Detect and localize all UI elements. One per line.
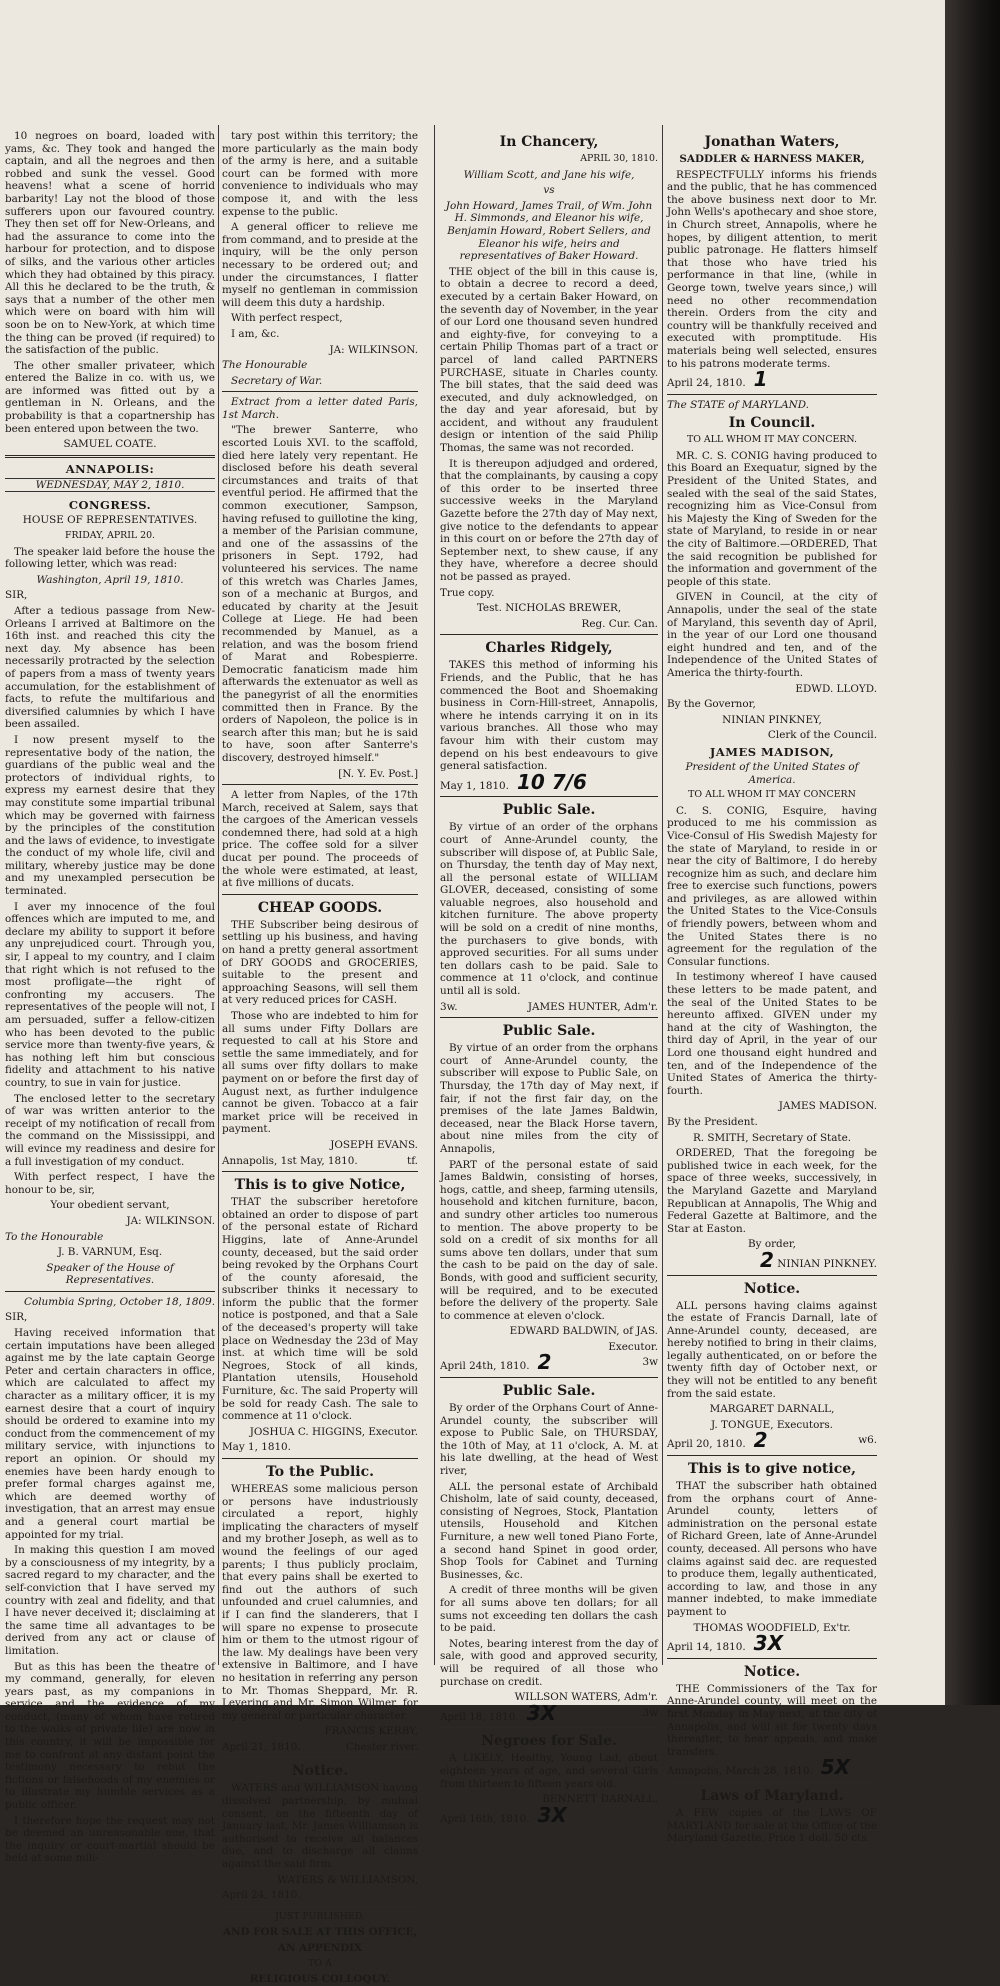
paragraph: C. S. CONIG, Esquire, having produced to me his commission as Vice-Consul of His Swedish Majesty for the state of Maryland, to reside in or near the city of Baltimore, I do hereby recognize him as such, and declare him free to exercise such functions, powers and privileges, as are allowed within the United States to the Vice-Consuls of friendly powers, between whom and the United States there is no agreement for the regulation of the Consular functions. [667,804,877,968]
masthead-place: ANNAPOLIS: [65,461,155,476]
ad-heading: Notice. [743,1663,801,1680]
handwritten-mark: 2 [753,1428,768,1453]
date: April 16th, 1810. [440,1812,530,1825]
date: April 14, 1810. [667,1641,746,1654]
column-rule [434,125,435,1665]
ad-heading: Public Sale. [502,802,596,819]
date: April 21, 1810. [222,1740,301,1753]
date: Annapolis, March 28, 1810. [667,1765,813,1778]
ad-heading: Negroes for Sale. [481,1733,617,1750]
paragraph: THAT the subscriber hath obtained from the orphans court of Anne-Arundel county, letters of administration on the personal estate of Richard Green, late of Anne-Arundel county, deceased. All persons who have claims against said dec. are requested to produce them, legally authenticated, according to law, and those in any manner indebted, to make immediate payment to [667,1480,877,1618]
paragraph: A letter from Naples, of the 17th March, received at Salem, says that the cargoes of the American vessels condemned there, had sold at a high price. The coffee sold for a silver ducat per pound. The proceeds of the whole were estimated, at least, at five millions of ducats. [222,789,418,890]
paragraph: WHEREAS some malicious person or persons have industriously circulated a report, highly implicating the characters of myself and my brother Joseph, as well as to wound the feelings of our aged parents; I thus publicly proclaim, that every pains shall be exerted to find out the authors of such unfounded and cruel calumnies, and if I can find the slanderers, that I will spare no expense to prosecute him or them to the utmost rigour of the law. My dealings have been very extensive in Baltimore, and I have no hesitation in referring any person to Mr. Thomas Sheppard, Mr. R. Levering and Mr. Simon Wilmer, for my general or particular character. [222,1483,418,1722]
divider [222,391,418,392]
paragraph: With perfect respect, I have the honour to be, sir, [5,1171,215,1196]
signature: EDWARD BALDWIN, of JAS. [509,1325,658,1338]
date: April 24th, 1810. [440,1360,530,1373]
paragraph: By virtue of an order of the orphans court of Anne-Arundel county, the subscriber will dispose of, at Public Sale, on Thursday, the tenth day of May next, all the personal estate of WILLIAM GLOVER, deceased, consisting of some valuable negroes, also household and kitchen furniture. The above property will be sold on a credit of nine months, the purchasers to give bonds, with approved securities. For all sums under ten dollars cash to be paid. Sale to commence at 11 o'clock, and continue until all is sold. [440,821,658,998]
column-rule [218,125,219,1665]
code: tf. [407,1154,418,1167]
signature: THOMAS WOODFIELD, Ex'tr. [693,1621,851,1634]
salutation: SIR, [5,1311,28,1324]
handwritten-mark: 1 [753,367,768,392]
notice-line: By order, [748,1238,796,1251]
ad-heading: Notice. [743,1280,801,1297]
paragraph: ALL the personal estate of Archibald Chisholm, late of said county, deceased, consisting of Negroes, Stock, Plantation utensils, Household and Kitchen Furniture, a new well toned Piano Forte, a second hand Spinet in good order, Shop Tools for Cabinet and Turning Businesses, &c. [440,1480,658,1581]
paragraph: A FEW copies of the LAWS OF MARYLAND for sale at the Office of the Maryland Gazette. Price 1 doll. 50 cts. [667,1806,877,1845]
signature: JA: WILKINSON. [126,1214,215,1227]
paragraph: THE Subscriber being desirous of settling up his business, and having on hand a pretty general assortment of DRY GOODS and GROCERIES, suitable to the present and approaching Seasons, will sell them at very reduced prices for CASH. [222,918,418,1007]
signature: NINIAN PINKNEY. [777,1257,877,1270]
signature: JOSHUA C. HIGGINS, Executor. [249,1425,418,1438]
divider [440,796,658,797]
address: Secretary of War. [231,374,323,387]
address: The Honourable [222,359,308,372]
date-line [667,1755,877,1780]
signature: J. TONGUE, [711,1418,774,1431]
source: [N. Y. Ev. Post.] [338,767,418,780]
date-line [440,1350,658,1375]
paragraph: In testimony whereof I have caused these letters to be made patent, and the seal of the United States to be hereunto affixed. GIVEN under my hand at the city of Washington, the third day of April, in the year of our Lord one thousand eight hundred and ten, and of the Independence of the United States of America the thirty-fourth. [667,971,877,1097]
parties: William Scott, and Jane his wife, [463,168,635,181]
signature: JAMES MADISON. [778,1100,877,1113]
divider [440,1377,658,1378]
paragraph: THE Commissioners of the Tax for Anne-Arundel county, will meet on the first Monday in May next, at the city of Annapolis, and will sit for twenty days thereafter, to hear appeals, and make transfers. [667,1682,877,1758]
subheading: FRIDAY, APRIL 20. [64,530,156,542]
paragraph: A LIKELY, Healthy, Young Lad, about eighteen years of age, and several Girls from thirteen to fifteen years old. [440,1752,658,1790]
ad-heading: Jonathan Waters, [704,134,840,150]
divider [667,1782,877,1783]
divider [5,455,215,458]
subheading: JAMES MADISON, [709,744,835,759]
divider [5,1291,215,1292]
handwritten-mark: 3X [753,1631,783,1656]
section-heading: CONGRESS. [68,498,152,513]
signature: EDWD. LLOYD. [795,682,877,695]
paragraph: GIVEN in Council, at the city of Annapolis, under the seal of the state of Maryland, this seventh day of April, in the year of our Lord one thousand eight hundred and ten, and of the Independence of the United States of America the thirty-fourth. [667,591,877,679]
ad-heading: Public Sale. [502,1023,596,1040]
paragraph: The enclosed letter to the secretary of war was written anterior to the receipt of my notification of recall from the command on the Mississippi, and will evince my readiness and desire for a full investigation of my conduct. [5,1092,215,1168]
signature: R. SMITH, Secretary of State. [692,1131,852,1144]
paragraph: But as this has been the theatre of my command, generally, for eleven years past, as my companions in service and the evidence of my conduct, (many of whom have retired to the walks of private life) are now in this country, it will be impossible for me to confront at any distant point the testimony necessary to rebut the fictions or falsehoods of my enemies or to illustrate my humble services as a public officer. [5,1660,215,1812]
code: 3w. [440,1000,458,1013]
paragraph: PART of the personal estate of said James Baldwin, consisting of horses, hogs, cattle, and sheep, farming utensils, household and kitchen furniture, bacon, and sundry other articles too numerous to mention. The above property to be sold on a credit of six months for all sums above ten dollars, under that sum the cash to be paid on the day of sale. Bonds, with good and sufficient security, will be required, and to be executed before the delivery of the property. Sale to commence at eleven o'clock. [440,1158,658,1322]
paragraph: WATERS and WILLIAMSON having dissolved partnership, by mutual consent, on the fifteenth day of January last, Mr. James Williamson is authorised to receive all balances due, and to discharge all claims against the said firm. [222,1782,418,1871]
signature: JOSEPH EVANS. [330,1138,418,1151]
ad-heading: Notice. [291,1763,349,1780]
date-line [667,1428,877,1453]
notice-line: AN APPENDIX [277,1942,363,1954]
issue-date: WEDNESDAY, MAY 2, 1810. [5,478,215,493]
handwritten-mark: 3X [537,1802,567,1827]
handwritten-mark: 10 7/6 [516,769,587,794]
date: Annapolis, 1st May, 1810. [222,1154,358,1167]
extract-heading: Extract from a letter dated Paris, 1st March. [222,396,418,421]
paragraph: ALL persons having claims against the estate of Francis Darnall, late of Anne-Arundel county, deceased, are hereby notified to bring in their claims, legally authenticated, on or before the twenty fifth day of October next, or they will not be entitled to any benefit from the said estate. [667,1299,877,1400]
paragraph: A general officer to relieve me from command, and to preside at the inquiry, will be the only person necessary to be ordered out; and under the circumstances, I flatter myself no gentleman in commission will deem this duty a hardship. [222,221,418,309]
date: May 1, 1810. [222,1441,291,1454]
subheading: HOUSE OF REPRESENTATIVES. [22,514,198,527]
paragraph: The other smaller privateer, which entered the Balize in co. with us, we are informed was fitted out by a gentleman in N. Orleans, and the probability is that a copartnership has been entered upon between the two. [5,359,215,435]
date: April 20, 1810. [667,1438,746,1451]
signature: Reg. Cur. Can. [581,617,658,630]
paragraph: The speaker laid before the house the following letter, which was read: [5,545,215,571]
divider [440,1017,658,1018]
notice-line: By the Governor, [667,698,756,711]
signature [667,1419,877,1432]
signature: BENNETT DARNALL. [542,1793,658,1806]
book-spine [945,0,1000,1705]
code: 3w [642,1356,658,1369]
paragraph: I aver my innocence of the foul offences which are imputed to me, and declare my ability to support it before any unprejudiced court. Through you, sir, I appeal to my country, and I claim that right which is not refused to the most profligate—the right of confronting my accusers. The representatives of the people will not, I am persuaded, suffer a fellow-citizen who has been devoted to the public service more than twenty-five years, & has nothing left him but conscious fidelity and attachment to his native country, to sue in vain for justice. [5,900,215,1089]
ad-heading: Charles Ridgely, [485,640,613,657]
date-line [440,1802,658,1827]
address: To the Honourable [5,1230,104,1243]
paragraph: MR. C. S. CONIG having produced to this Board an Exequatur, signed by the President of the United States, and sealed with the seal of the said States, recognizing him as Vice-Consul from his Majesty the King of Sweden for the state of Maryland, to reside in or near the city of Baltimore.—ORDERED, That the said recognition be published for the information and government of the people of this state. [667,449,877,588]
handwritten-mark: 5X [820,1755,851,1780]
divider [440,634,658,635]
notice-line: RELIGIOUS COLLOQUY. [249,1973,391,1986]
column-2 [222,130,418,1986]
signature: FRANCIS KERBY, [324,1725,418,1738]
paragraph: With perfect respect, [231,312,343,325]
paragraph: THE object of the bill in this cause is, to obtain a decree to record a deed, executed by a certain Baker Howard, on the seventh day of November, in the year of our Lord one thousand seven hundred and eighty-five, for conveying to a certain Philip Thomas part of a tract or parcel of land called PARTNERS PURCHASE, situate in Charles county. The bill states, that the said deed was executed, and duly acknowledged, on the day and year aforesaid, but by accident, and without any fraudulent design or intention of the said Philip Thomas, the same was not recorded. [440,265,658,455]
subheading: The STATE of MARYLAND. [667,398,809,411]
paragraph: After a tedious passage from New-Orleans I arrived at Baltimore on the 16th inst. and reached this city the next day. My absence has been necessarily protracted by the selection of papers from a mass of twenty years accumulation, for the establishment of facts, to refute the multifarious and diversified calumnies by which I have been assailed. [5,605,215,731]
notice-line: JUST PUBLISHED, [275,1910,365,1922]
date-line [222,1155,418,1168]
subheading: TO ALL WHOM IT MAY CONCERN. [686,434,857,446]
handwritten-mark: 3X [526,1700,556,1725]
date-line [440,769,658,794]
paragraph: TAKES this method of informing his Friends, and the Public, that he has commenced the Boot and Shoemaking business in Corn-Hill-street, Annapolis, where he intends carrying it on in its various branches. All those who may favour him with their custom may depend on his best endeavours to give general satisfaction. [440,659,658,773]
ad-heading: To the Public. [266,1464,374,1480]
date-line [667,1247,877,1272]
notice-line: TO A [308,1957,332,1969]
dateline: Columbia Spring, October 18, 1809. [24,1295,215,1308]
signature: Clerk of the Council. [767,729,877,742]
salutation: SIR, [5,589,28,602]
address: J. B. VARNUM, Esq. [57,1246,163,1259]
signature: NINIAN PINKNEY, [722,713,822,726]
ad-heading: This is to give Notice, [234,1177,406,1194]
paragraph: In making this question I am moved by a consciousness of my integrity, by a sacred regard to my character, and the self-conviction that I have served my country with zeal and fidelity, and that I have never deceived it; disclaiming at the same time all advantages to be derived from any act or clause of limitation. [5,1544,215,1657]
address: Speaker of the House of Representatives. [46,1261,174,1287]
paragraph: 10 negroes on board, loaded with yams, &c. They took and hanged the captain, and all the negroes and then robbed and sunk the vessel. Good heavens! what a scene of horrid barbarity! Lay not the blood of those sufferers upon our favoured country. They then set off for New-Orleans, and had the assurance to come into the harbour for protection, and to dispose of silks, and the various other articles which they had obtained by this piracy. All this he declared to be the truth, & says that a number of the other men which were on board with him will soon be on to New-York, at which time the thing can be proved (if required) to the satisfaction of the public. [5,130,215,357]
notice-line: AND FOR SALE AT THIS OFFICE, [222,1926,418,1939]
paragraph: A credit of three months will be given for all sums above ten dollars; for all sums not exceeding ten dollars the cash to be paid. [440,1584,658,1635]
paragraph: Notes, bearing interest from the day of sale, with good and approved security, will be required of all those who purchase on credit. [440,1637,658,1688]
date-line [440,1700,658,1725]
handwritten-mark: 2 [760,1247,774,1272]
signature: WATERS & WILLIAMSON, [277,1873,418,1886]
divider [222,1906,418,1907]
ad-heading: Public Sale. [502,1383,596,1400]
column-1 [5,130,215,1865]
date: April 24, 1810. [667,377,746,390]
divider [222,1458,418,1459]
handwritten-mark: 2 [537,1350,552,1375]
code: 3w [642,1706,658,1719]
column-3 [440,130,658,1827]
parties: John Howard, James Trail, of Wm. John H. Simmonds, and Eleanor his wife, Benjamin Howard, Robert Sellers, and Eleanor his wife, heirs and representatives of Baker Howard. [445,199,653,263]
ad-heading: In Chancery, [499,134,599,150]
subheading: President of the United States of America. [685,760,859,786]
role: Executors. [776,1418,833,1431]
paragraph: ORDERED, That the foregoing be published twice in each week, for the space of three weeks, successively, in the Maryland Gazette and Maryland Republican at Annapolis, The Whig and Federal Gazette at Baltimore, and the Star at Easton. [667,1147,877,1235]
paragraph: "The brewer Santerre, who escorted Louis XVI. to the scaffold, died here lately very repentant. He disclosed before his death several circumstances and traits of that eventful period. He affirmed that the common executioner, Sampson, having refused to guillotine the king, a member of the Parisian commune, and one of the assassins of the prisoners in Sept. 1792, had volunteered his services. The name of this wretch was Charles James, son of a mechanic at Burgos, and educated by charity at the Jesuit College at Liege. He had been recommended by Manuel, as a relation, and was the bosom friend of Marat and Robespierre. Democratic fanaticism made him afterwards the extenuator as well as the panegyrist of all the enormities committed then in France. By the orders of Napoleon, the police is in search after this man; but he is said to have, soon after Santerre's discovery, destroyed himself." [222,424,418,764]
date: April 24, 1810. [222,1889,301,1902]
date-line [667,367,877,392]
column-4 [667,130,877,1845]
code: w6. [858,1434,877,1447]
signature: JAMES HUNTER, Adm'r. [527,1000,658,1013]
signature: Executor. [608,1340,658,1353]
date: May 1, 1810. [440,779,509,792]
notice-line: True copy. [440,586,495,599]
divider [222,894,418,895]
divider [667,1658,877,1659]
date-line [440,1001,658,1014]
divider [667,1275,877,1276]
closing: Your obedient servant, [50,1199,170,1212]
notice-line: By the President. [667,1115,758,1128]
ad-heading: In Council. [728,415,816,432]
subheading: SADDLER & HARNESS MAKER, [679,153,865,165]
paragraph: RESPECTFULLY informs his friends and the public, that he has commenced the above business next door to Mr. John Wells's apothecary and shoe store, in Church street, Annapolis, where he hopes, by diligent attention, to merit public patronage. He flatters himself that those who have tried his performance in that line, (while in George town, twelve years since,) will need no other recommendation therein. Orders from the city and country will be thankfully received and executed with promptitude. His materials being well selected, ensures to his patrons moderate terms. [667,168,877,370]
ad-heading: This is to give notice, [687,1461,857,1478]
ad-heading: Laws of Maryland. [700,1787,844,1804]
signature: JA: WILKINSON. [329,343,418,356]
paragraph: By virtue of an order from the orphans court of Anne-Arundel county, the subscriber will expose to Public Sale, on Thursday, the 17th day of May next, if fair, if not the first fair day, on the premises of the late James Baldwin, deceased, near the Black Horse tavern, about nine miles from the city of Annapolis, [440,1042,658,1155]
signature: MARGARET DARNALL, [709,1403,835,1416]
date: APRIL 30, 1810. [580,153,658,164]
ad-heading: CHEAP GOODS. [257,899,383,916]
column-rule [662,125,663,1665]
paragraph: I therefore hope the request may not be deemed an unreasonable one, that the inquiry or court-martial should be held at some mili- [5,1814,215,1865]
paragraph: Having received information that certain imputations have been alleged against me by the late captain George Peter and certain characters in office, which are calculated to affect my character as a military officer, it is my earnest desire that a court of inquiry should be ordered to examine into my conduct from the commencement of my military service, with injunctions to report an opinion. Or should my enemies have been hardy enough to prefer formal charges against me, which are deemed worthy of investigation, that an arrest may ensue and a general court martial be appointed for my trial. [5,1327,215,1541]
paragraph: I am, &c. [231,327,280,340]
signature: SAMUEL COATE. [63,438,157,451]
paragraph: By order of the Orphans Court of Anne-Arundel county, the subscriber will expose to Public Sale, on THURSDAY, the 10th of May, at 11 o'clock, A. M. at his late dwelling, at the head of West river, [440,1402,658,1478]
subheading: TO ALL WHOM IT MAY CONCERN [688,789,856,801]
signature: WILLSON WATERS, Adm'r. [514,1691,658,1704]
date-line [667,1631,877,1656]
parties: vs [543,184,555,197]
paragraph: THAT the subscriber heretofore obtained an order to dispose of part of the personal estate of Richard Higgins, late of Anne-Arundel county, deceased, but the said order being revoked by the Orphans Court of the county aforesaid, the subscriber thinks it necessary to inform the public that the former notice is postponed, and that a Sale of the deceased's property will take place on Wednesday the 23d of May inst. at which time will be sold Negroes, Stock of all kinds, Plantation utensils, Household Furniture, &c. The said Property will be sold for ready Cash. The sale to commence at 11 o'clock. [222,1196,418,1423]
divider [440,1727,658,1728]
divider [222,1171,418,1172]
date: April 18, 1810. [440,1710,519,1723]
signature: Test. NICHOLAS BREWER, [476,602,622,615]
divider [222,784,418,785]
place: Chester river. [345,1740,418,1753]
date-line [222,1741,418,1754]
divider [667,1455,877,1456]
paragraph: I now present myself to the representative body of the nation, the guardians of the public weal and the protectors of individual rights, to express my earnest desire that they may constitute some impartial tribunal which may be governed with fairness by the principles of the constitution and the laws of evidence, to investigate the conduct of my whole life, civil and military, whereby justice may be done and my unexampled persecution be terminated. [5,733,215,898]
divider [222,1757,418,1758]
divider [667,394,877,395]
paragraph: Those who are indebted to him for all sums under Fifty Dollars are requested to call at his Store and settle the same immediately, and for all sums over fifty dollars to make payment on or before the first day of August next, as further indulgence cannot be given. Tobacco at a fair market price will be received in payment. [222,1010,418,1136]
dateline: Washington, April 19, 1810. [36,573,184,586]
paragraph: It is thereupon adjudged and ordered, that the complainants, by causing a copy of this order to be inserted three successive weeks in the Maryland Gazette before the 27th day of May next, give notice to the defendants to appear in this court on or before the 27th day of September next, to shew cause, if any they have, wherefore a decree should not be passed as prayed. [440,457,658,583]
paragraph: tary post within this territory; the more particularly as the main body of the army is here, and a suitable court can be formed with more convenience to individuals who may compose it, and with the less expense to the public. [222,130,418,218]
